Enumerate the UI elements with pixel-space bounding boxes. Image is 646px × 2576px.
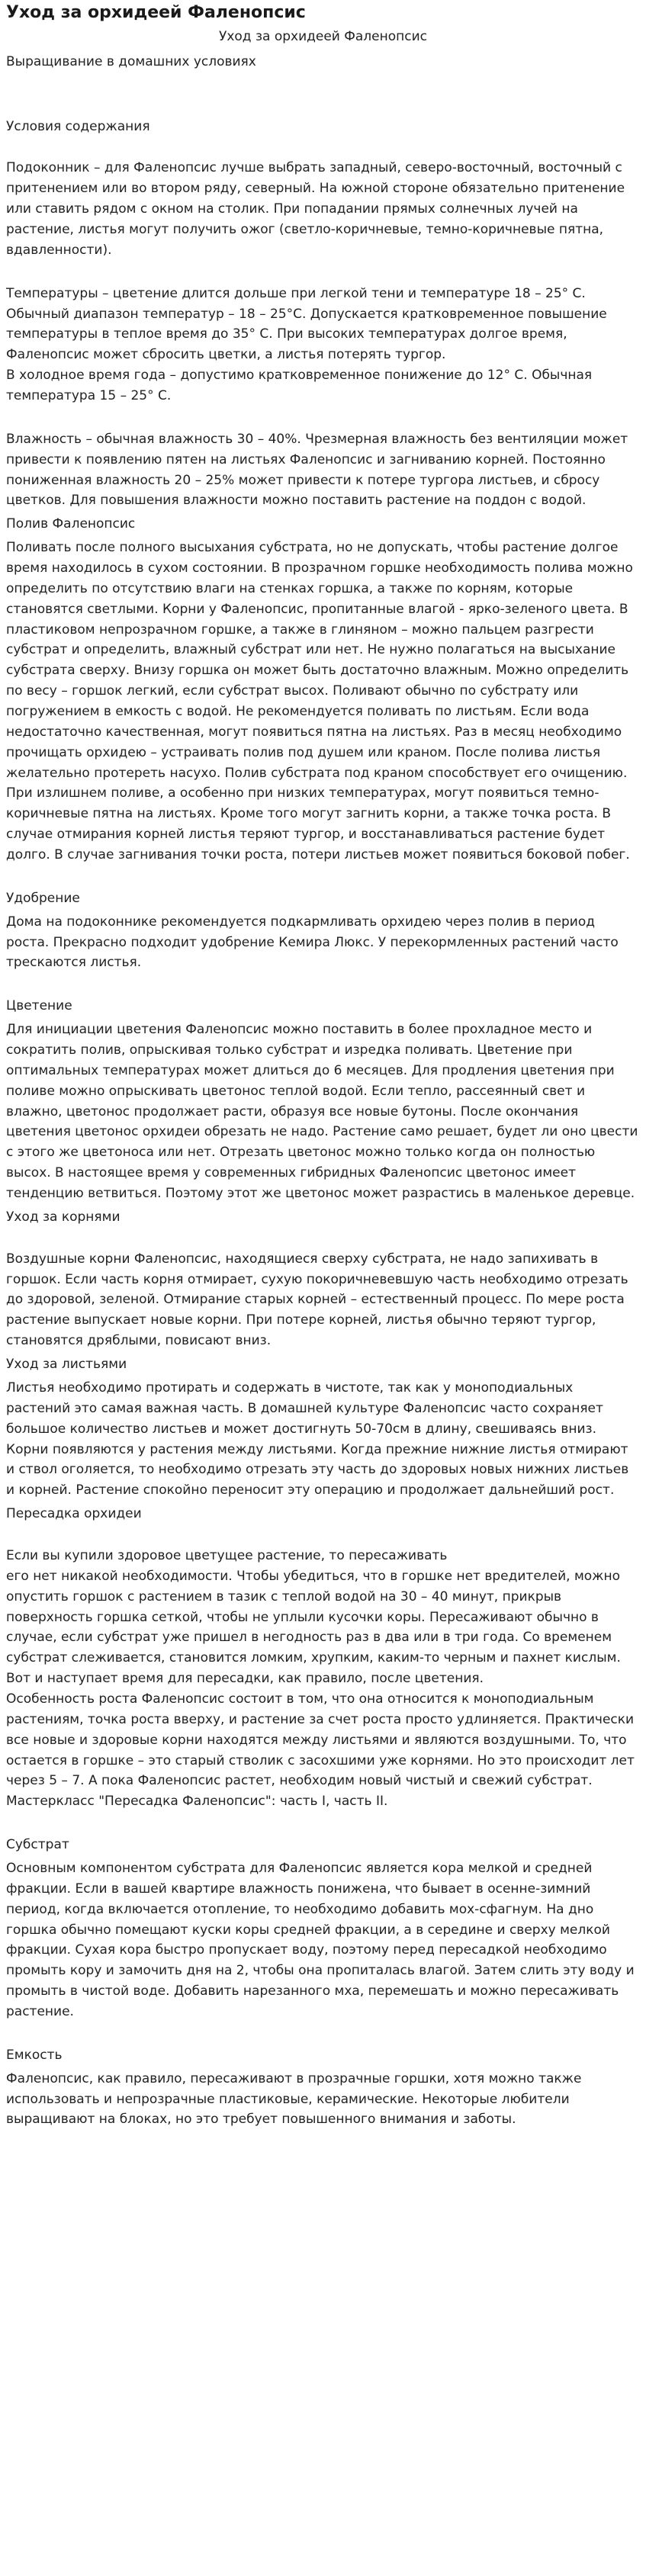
paragraph-fertilizer: Дома на подоконнике рекомендуется подкармливать орхидею через полив в период роста. Прекрасно подходит удобрение Кемира Люкс. У перекормленных растений часто трескаются листья. [6, 914, 619, 971]
paragraph-substrate: Основным компонентом субстрата для Фаленопсис является кора мелкой и средней фракции. Если в вашей квартире влажность понижена, что бывает в осенне-зимний период, когда включается отопление, то необходимо добавить мох-сфагнум. На дно горшка обычно помещают куски коры средней фракции, а в середине и сверху мелкой фракции. Сухая кора быстро пропускает воду, поэтому перед пересадкой необходимо промыть кору и замочить дня на 2, чтобы она пропиталась влагой. Затем слить эту воду и промыть в чистой воде. Добавить нарезанного мха, перемешать и можно пересаживать растение. [6, 1860, 635, 2019]
section-heading-watering: Полив Фаленопсис [6, 516, 136, 532]
section-heading-repotting: Пересадка орхидеи [6, 1506, 142, 1522]
section-conditions [6, 117, 640, 512]
section-heading-roots: Уход за корнями [6, 1209, 121, 1225]
section-container [6, 2045, 640, 2130]
page-title: Уход за орхидеей Фаленопсис [6, 3, 306, 22]
paragraph-temperature: Температуры – цветение длится дольше при легкой тени и температуре 18 – 25° С. Обычный диапазон температур – 18 – 25°С. Допускается кратковременное повышение температуры в теплое время до 35° С. При высоких температурах долгое время, Фаленопсис может сбросить цветки, а листья потерять тургор. [6, 285, 607, 363]
section-heading-container: Емкость [6, 2047, 63, 2063]
paragraph-winter: В холодное время года – допустимо кратковременное понижение до 12° С. Обычная температура 15 – 25° С. [6, 368, 593, 403]
section-repotting [6, 1504, 640, 1812]
paragraph-flowering: Для инициации цветения Фаленопсис можно поставить в более прохладное место и сократить полив, опрыскивая только субстрат и изредка поливать. Цветение при оптимальных температурах может длиться до 6 месяцев. Для продления цветения при поливе можно опрыскивать цветонос теплой водой. Если тепло, рассеянный свет и влажно, цветонос продолжает расти, образуя все новые бутоны. После окончания цветения цветонос орхидеи обрезать не надо. Растение само решает, будет ли оно цвести с этого же цветоноса или нет. Отрезать цветонос можно только когда он полностью высох. В настоящее время у современных гибридных Фаленопсис цветонос имеет тенденцию ветвиться. Поэтому этот же цветонос может разрастись в маленькое деревце. [6, 1022, 638, 1202]
section-flowering [6, 996, 640, 1204]
section-roots [6, 1207, 640, 1351]
paragraph-repotting-2: его нет никакой необходимости. Чтобы убедиться, что в горшке нет вредителей, можно опустить горшок с растением в тазик с теплой водой на 30 – 40 минут, прикрыв поверхность горшка сеткой, чтобы не уплыли кусочки коры. Пересаживают обычно в случае, если субстрат уже пришел в негодность раз в два или в три года. Со временем субстрат слеживается, становится ломким, хрупким, каким-то черным и пахнет кислым. [6, 1568, 621, 1666]
paragraph-container: Фаленопсис, как правило, пересаживают в прозрачные горшки, хотя можно также использовать и непрозрачные пластиковые, керамические. Некоторые любители выращивают на блоках, но это требует повышенного внимания и заботы. [6, 2070, 582, 2128]
section-heading-substrate: Субстрат [6, 1837, 69, 1853]
page-subtitle: Уход за орхидеей Фаленопсис [218, 28, 427, 44]
paragraph-watering: Поливать после полного высыхания субстрата, но не допускать, чтобы растение долгое время находилось в сухом состоянии. В прозрачном горшке необходимость полива можно определить по отсутствию влаги на стенках горшка, а также по корням, которые становятся светлыми. Корни у Фаленопсис, пропитанные влагой - ярко-зеленого цвета. В пластиковом непрозрачном горшке, а также в глиняном – можно пальцем разгрести субстрат и определить, влажный субстрат или нет. Не нужно полагаться на высыхание субстрата сверху. Внизу горшка он может быть достаточно влажным. Можно определить по весу – горшок легкий, если субстрат высох. Поливают обычно по субстрату или погружением в емкость с водой. Не рекомендуется поливать по листьям. Если вода недостаточно качественная, могут появиться пятна на листьях. Раз в месяц необходимо прочищать орхидею – устраивать полив под душем или краном. После полива листья желательно протереть насухо. Полив субстрата под краном способствует его очищению. При излишнем поливе, а особенно при низких температурах, могут появиться темно-коричневые пятна на листьях. Кроме того могут загнить корни, а также точка роста. В случае отмирания корней листья теряют тургор, и восстанавливаться растение будет долго. В случае загнивания точки роста, потери листьев может появиться боковой побег. [6, 540, 633, 863]
section-heading-conditions: Условия содержания [6, 118, 150, 134]
section-watering [6, 514, 640, 866]
paragraph-leaves: Листья необходимо протирать и содержать в чистоте, так как у моноподиальных растений это самая важная часть. В домашней культуре Фаленопсис часто сохраняет большое количество листьев и может достигнуть 50-70см в длину, свешиваясь вниз. Корни появляются у растения между листьями. Когда прежние нижние листья отмирают и ствол оголяется, то необходимо отрезать эту часть до здоровых новых нижних листьев и корней. Растение спокойно переносит эту операцию и продолжает дальнейший рост. [6, 1380, 629, 1498]
paragraph-roots: Воздушные корни Фаленопсис, находящиеся сверху субстрата, не надо запихивать в горшок. Если часть корня отмирает, сухую покоричневевшую часть необходимо отрезать до здоровой, зеленой. Отмирание старых корней – естественный процесс. По мере роста растение выпускает новые корни. При потере корней, листья обычно теряют тургор, становятся дряблыми, повисают вниз. [6, 1251, 628, 1349]
section-fertilizer [6, 888, 640, 973]
section-heading-fertilizer: Удобрение [6, 890, 80, 906]
paragraph-repotting-4: Особенность роста Фаленопсис состоит в том, что она относится к моноподиальным растениям, точка роста вверху, и растение за счет роста просто удлиняется. Практически все новые и здоровые корни находятся между листьями и являются воздушными. То, что остается в горшке – это старый стволик с засохшими уже корнями. Но это происходит лет через 5 – 7. А пока Фаленопсис растет, необходим новый чистый и свежий субстрат. Мастеркласс "Пересадка Фаленопсис": часть I, часть II. [6, 1691, 635, 1810]
paragraph-repotting-3: Вот и наступает время для пересадки, как правило, после цветения. [6, 1671, 484, 1687]
section-heading-leaves: Уход за листьями [6, 1357, 127, 1373]
paragraph-sill: Подоконник – для Фаленопсис лучше выбрать западный, северо-восточный, восточный с притенением или во втором ряду, северный. На южной стороне обязательно притенение или ставить рядом с окном на столик. При попадании прямых солнечных лучей на растение, листья могут получить ожог (светло-коричневые, темно-коричневые пятна, вдавленности). [6, 160, 625, 258]
section-heading-flowering: Цветение [6, 998, 72, 1014]
paragraph-humidity: Влажность – обычная влажность 30 – 40%. Чрезмерная влажность без вентиляции может привести к появлению пятен на листьях Фаленопсис и загниванию корней. Постоянно пониженная влажность 20 – 25% может привести к потере тургора листьев, и сбросу цветков. Для повышения влажности можно поставить растение на поддон с водой. [6, 431, 628, 509]
section-leaves [6, 1354, 640, 1501]
paragraph-repotting-1: Если вы купили здоровое цветущее растение, то пересаживать [6, 1547, 448, 1563]
section-substrate [6, 1835, 640, 2022]
intro-text: Выращивание в домашних условиях [6, 53, 256, 69]
